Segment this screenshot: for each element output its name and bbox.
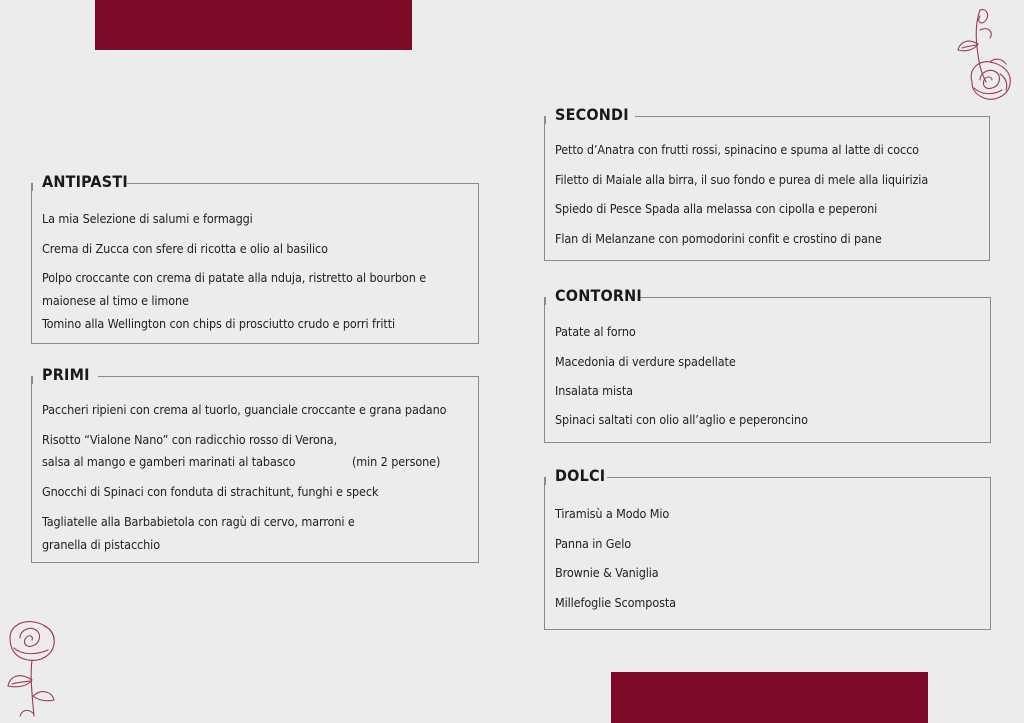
menu-item: granella di pistacchio	[42, 537, 160, 552]
rose-icon	[4, 616, 64, 720]
secondi-section	[544, 105, 990, 261]
menu-item: maionese al timo e limone	[42, 293, 189, 308]
secondi-title: SECONDI	[555, 105, 629, 124]
dolci-title: DOLCI	[555, 466, 606, 485]
menu-item: Tomino alla Wellington con chips di prosciutto crudo e porri fritti	[42, 316, 396, 331]
menu-item: Patate al forno	[555, 324, 636, 339]
top-decorative-bar	[95, 0, 412, 50]
dolci-section	[544, 466, 991, 630]
menu-item: Polpo croccante con crema di patate alla nduja, ristretto al bourbon e	[42, 270, 427, 285]
primi-title: PRIMI	[42, 365, 90, 384]
menu-item: Panna in Gelo	[555, 536, 631, 551]
menu-item: Paccheri ripieni con crema al tuorlo, guanciale croccante e grana padano	[42, 402, 447, 417]
menu-item: Crema di Zucca con sfere di ricotta e olio al basilico	[42, 241, 328, 256]
menu-item: Gnocchi di Spinaci con fonduta di strachitunt, funghi e speck	[42, 484, 379, 499]
rose-icon	[950, 4, 1016, 102]
menu-item: salsa al mango e gamberi marinati al tabasco	[42, 454, 296, 469]
bottom-decorative-bar	[611, 672, 928, 723]
menu-item: Tiramisù a Modo Mio	[555, 506, 670, 521]
menu-item: Macedonia di verdure spadellate	[555, 354, 736, 369]
menu-item: Spiedo di Pesce Spada alla melassa con cipolla e peperoni	[555, 201, 878, 216]
menu-item: Insalata mista	[555, 383, 633, 398]
menu-item: Filetto di Maiale alla birra, il suo fondo e purea di mele alla liquirizia	[555, 172, 929, 187]
min-persons-note: (min 2 persone)	[352, 454, 441, 469]
menu-item: Spinaci saltati con olio all’aglio e peperoncino	[555, 412, 808, 427]
contorni-section	[544, 286, 991, 443]
contorni-title: CONTORNI	[555, 286, 642, 305]
menu-item: Tagliatelle alla Barbabietola con ragù di cervo, marroni e	[42, 514, 355, 529]
antipasti-title: ANTIPASTI	[42, 172, 128, 191]
antipasti-section	[31, 172, 479, 344]
menu-item: Millefoglie Scomposta	[555, 595, 676, 610]
primi-section	[31, 365, 479, 563]
menu-item: Petto d’Anatra con frutti rossi, spinacino e spuma al latte di cocco	[555, 142, 919, 157]
menu-item: Risotto “Vialone Nano” con radicchio rosso di Verona,	[42, 432, 338, 447]
menu-item: Flan di Melanzane con pomodorini confit e crostino di pane	[555, 231, 882, 246]
menu-item: Brownie & Vaniglia	[555, 565, 659, 580]
menu-item: La mia Selezione di salumi e formaggi	[42, 211, 253, 226]
